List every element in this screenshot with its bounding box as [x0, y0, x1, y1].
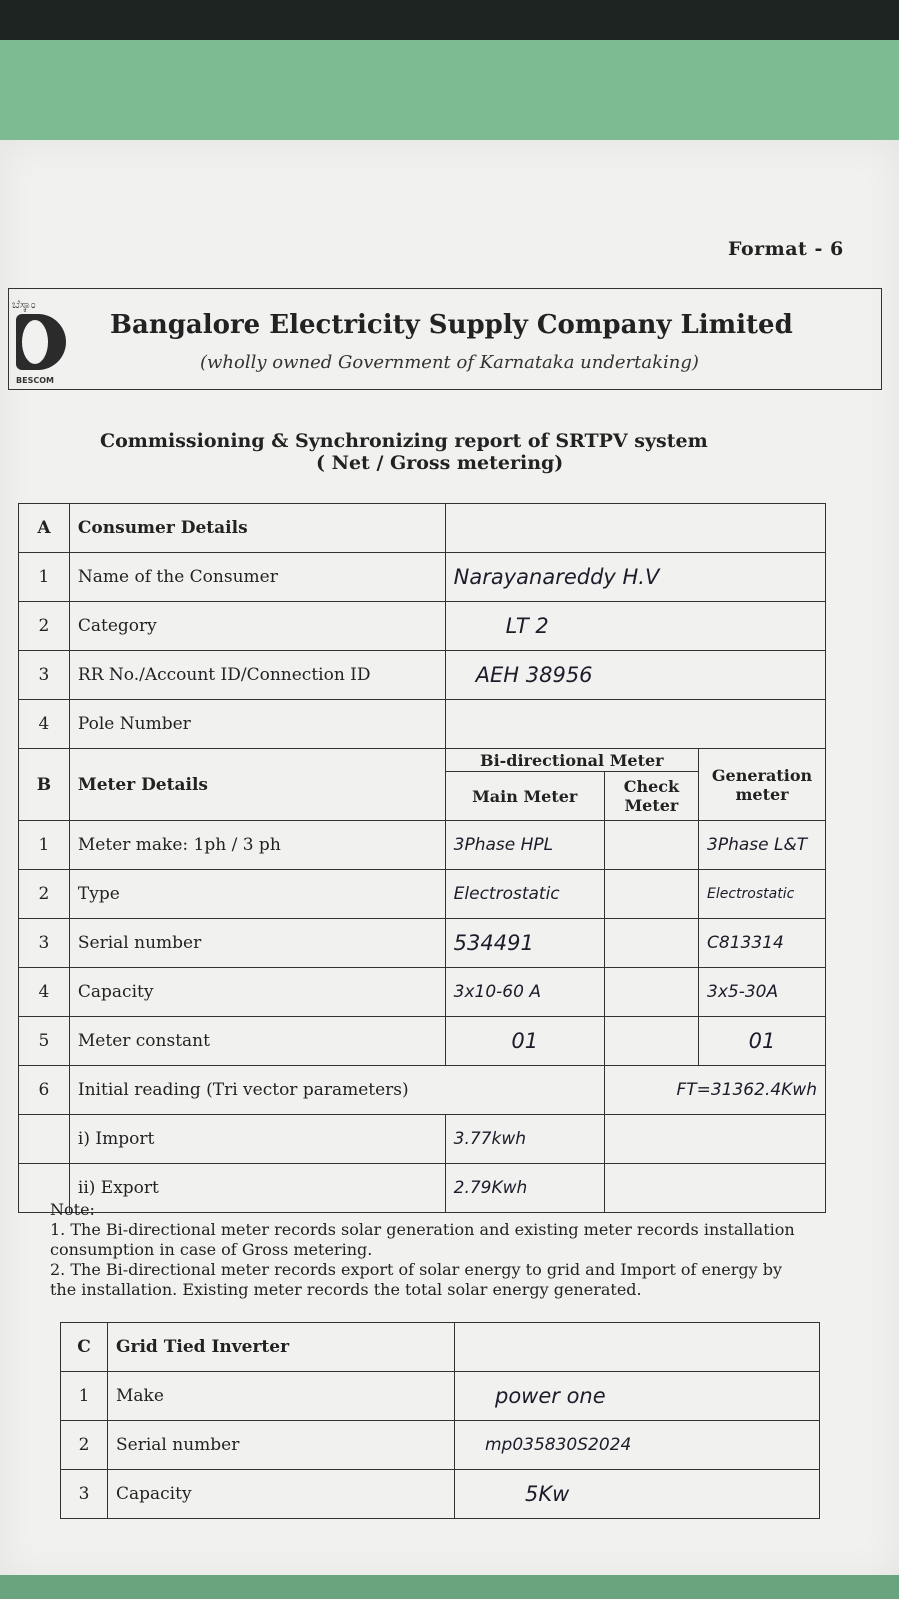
bidirectional-meter-header: Bi-directional Meter [445, 749, 698, 772]
section-b-header-row [19, 749, 826, 772]
row-number: 4 [19, 700, 70, 749]
table-row [61, 1470, 820, 1519]
format-label: Format - 6 [728, 238, 844, 260]
table-row [19, 919, 826, 968]
consumer-name-value: Narayanareddy H.V [445, 553, 825, 602]
main-meter-value: 01 [445, 1017, 604, 1066]
empty-cell [445, 504, 825, 553]
table-row [19, 602, 826, 651]
empty-cell [455, 1323, 820, 1372]
company-name: Bangalore Electricity Supply Company Limited [110, 310, 793, 340]
row-number: 4 [19, 968, 70, 1017]
row-label: Serial number [108, 1421, 455, 1470]
row-number: 6 [19, 1066, 70, 1115]
inverter-make-value: power one [455, 1372, 820, 1421]
note-title: Note: [50, 1200, 95, 1219]
row-label: Capacity [69, 968, 445, 1017]
table-row [19, 968, 826, 1017]
table-row [19, 553, 826, 602]
bescom-logo [10, 298, 70, 388]
row-number: 2 [61, 1421, 108, 1470]
row-number: 1 [19, 553, 70, 602]
generation-meter-value: Electrostatic [699, 870, 826, 919]
pole-number-value [445, 700, 825, 749]
row-label: Category [69, 602, 445, 651]
initial-reading-value: FT=31362.4Kwh [604, 1066, 825, 1115]
row-label: Capacity [108, 1470, 455, 1519]
section-heading: Meter Details [69, 749, 445, 821]
row-label: Serial number [69, 919, 445, 968]
note-line: 1. The Bi-directional meter records solar generation and existing meter records installation consumption in case of Gross metering. [50, 1220, 795, 1259]
generation-meter-value: C813314 [699, 919, 826, 968]
row-label: Pole Number [69, 700, 445, 749]
section-letter: A [19, 504, 70, 553]
logo-abbr: BESCOM [16, 376, 54, 385]
export-value: 2.79Kwh [445, 1164, 604, 1213]
check-meter-value [604, 919, 698, 968]
company-subtitle: (wholly owned Government of Karnataka undertaking) [200, 352, 699, 373]
table-row [61, 1421, 820, 1470]
row-label: Type [69, 870, 445, 919]
section-heading: Grid Tied Inverter [108, 1323, 455, 1372]
generation-meter-header: Generation meter [699, 749, 826, 821]
check-meter-value [604, 870, 698, 919]
section-c-header-row [61, 1323, 820, 1372]
import-value: 3.77kwh [445, 1115, 604, 1164]
main-meter-value: Electrostatic [445, 870, 604, 919]
note-block [50, 1200, 810, 1300]
generation-meter-value: 3Phase L&T [699, 821, 826, 870]
section-a-header-row [19, 504, 826, 553]
logo-script-text: ಬೆಸ್ಕಾಂ [12, 298, 36, 311]
report-title: Commissioning & Synchronizing report of SRTPV system [100, 430, 708, 452]
report-subtitle: ( Net / Gross metering) [316, 452, 564, 474]
rr-number-value: AEH 38956 [445, 651, 825, 700]
row-number: 3 [19, 651, 70, 700]
green-surface-bottom [0, 1575, 899, 1599]
row-number: 3 [19, 919, 70, 968]
table-row [19, 821, 826, 870]
table-row [19, 700, 826, 749]
main-meter-header: Main Meter [445, 772, 604, 821]
table-row [19, 1066, 826, 1115]
row-number: 3 [61, 1470, 108, 1519]
check-meter-header: Check Meter [604, 772, 698, 821]
table-row [19, 651, 826, 700]
note-line: 2. The Bi-directional meter records export of solar energy to grid and Import of energy by the installation. Existing meter records the total solar energy generated. [50, 1260, 783, 1299]
row-label: Make [108, 1372, 455, 1421]
check-meter-value [604, 968, 698, 1017]
check-meter-value [604, 1017, 698, 1066]
row-label: Meter constant [69, 1017, 445, 1066]
row-label: Initial reading (Tri vector parameters) [69, 1066, 604, 1115]
row-number: 1 [61, 1372, 108, 1421]
section-heading: Consumer Details [69, 504, 445, 553]
table-row [19, 1017, 826, 1066]
main-meter-value: 3x10-60 A [445, 968, 604, 1017]
logo-b-inner [22, 320, 48, 364]
row-number: 5 [19, 1017, 70, 1066]
table-row [19, 870, 826, 919]
generation-meter-value: 3x5-30A [699, 968, 826, 1017]
row-label: ii) Export [69, 1164, 445, 1213]
inverter-capacity-value: 5Kw [455, 1470, 820, 1519]
row-label: Meter make: 1ph / 3 ph [69, 821, 445, 870]
row-number: 2 [19, 870, 70, 919]
section-letter: C [61, 1323, 108, 1372]
generation-meter-value: 01 [699, 1017, 826, 1066]
consumer-meter-table [18, 503, 826, 1213]
main-meter-value: 534491 [445, 919, 604, 968]
row-label: i) Import [69, 1115, 445, 1164]
row-number: 1 [19, 821, 70, 870]
inverter-serial-value: mp035830S2024 [455, 1421, 820, 1470]
section-letter: B [19, 749, 70, 821]
check-meter-value [604, 821, 698, 870]
row-number: 2 [19, 602, 70, 651]
main-meter-value: 3Phase HPL [445, 821, 604, 870]
row-label: RR No./Account ID/Connection ID [69, 651, 445, 700]
row-label: Name of the Consumer [69, 553, 445, 602]
inverter-table [60, 1322, 820, 1519]
table-row [19, 1115, 826, 1164]
empty-cell [604, 1115, 825, 1164]
category-value: LT 2 [445, 602, 825, 651]
row-number [19, 1115, 70, 1164]
table-row [61, 1372, 820, 1421]
